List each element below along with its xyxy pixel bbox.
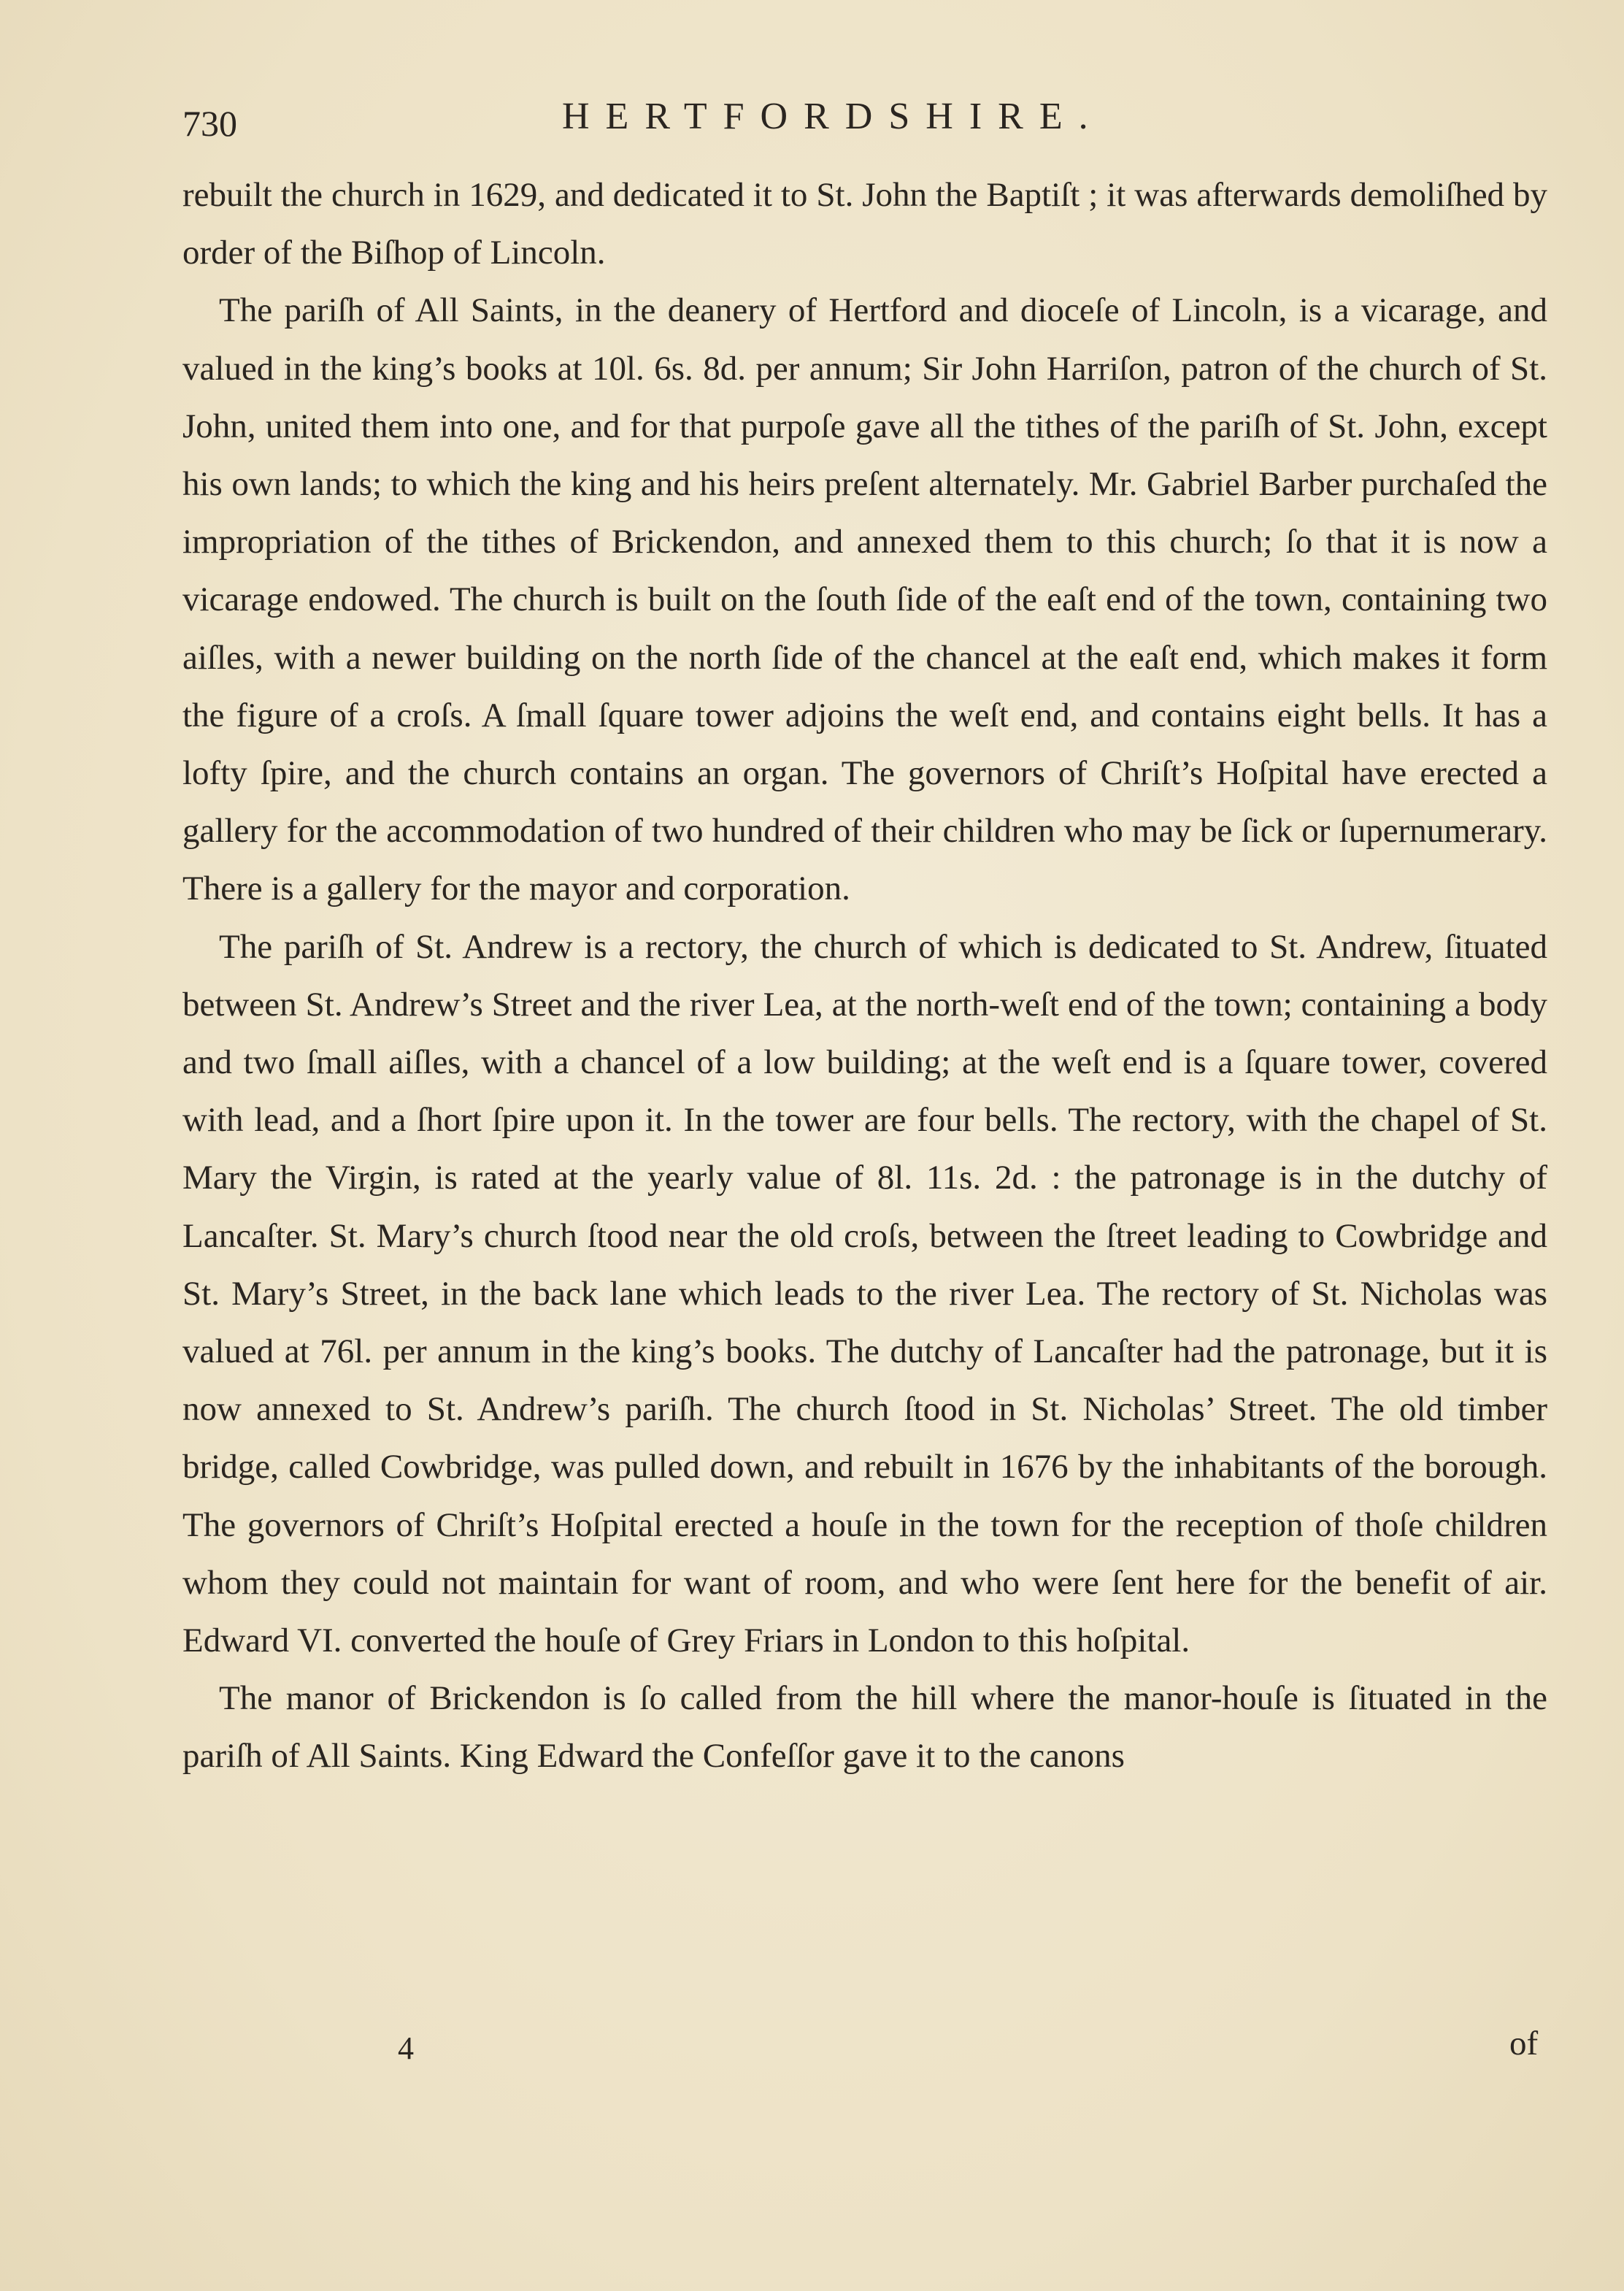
page-number: 730 [182,103,237,144]
running-head: HERTFORDSHIRE. [562,96,1104,137]
paragraph-all-saints: The pariſh of All Saints, in the deanery of Hertford and dioceſe of Lincoln, is a vicarage, and valued in the king’s books at 10l. 6s. 8d. per annum; Sir John Harriſon, patron of the church of St. John, united them into one, and for that purpoſe gave all the tithes of the pariſh of St. John, except his own lands; to which the king and his heirs preſent alternately. Mr. Gabriel Barber purchaſed the impropriation of the tithes of Brickendon, and annexed them to this church; ſo that it is now a vicarage endowed. The church is built on the ſouth ſide of the eaſt end of the town, containing two aiſles, with a newer building on the north ſide of the chancel at the eaſt end, which makes it form the figure of a croſs. A ſmall ſquare tower adjoins the weſt end, and contains eight bells. It has a lofty ſpire, and the church contains an organ. The governors of Chriſt’s Hoſpital have erected a gallery for the accommodation of two hundred of their children who may be ſick or ſupernumerary. There is a gallery for the mayor and corporation. [182,291,1547,908]
catchword: of [1509,2025,1539,2062]
signature-mark: 4 [398,2030,414,2066]
paragraph-st-andrew: The pariſh of St. Andrew is a rectory, the church of which is dedicated to St. Andrew, ſituated between St. Andrew’s Street and the river Lea, at the north-weſt end of the town; containing a body and two ſmall aiſles, with a chancel of a low building; at the weſt end is a ſquare tower, covered with lead, and a ſhort ſpire upon it. In the tower are four bells. The rectory, with the chapel of St. Mary the Virgin, is rated at the yearly value of 8l. 11s. 2d. : the patronage is in the dutchy of Lancaſter. St. Mary’s church ſtood near the old croſs, between the ſtreet leading to Cowbridge and St. Mary’s Street, in the back lane which leads to the river Lea. The rectory of St. Nicholas was valued at 76l. per annum in the king’s books. The dutchy of Lancaſter had the patronage, but it is now annexed to St. Andrew’s pariſh. The church ſtood in St. Nicholas’ Street. The old timber bridge, called Cowbridge, was pulled down, and rebuilt in 1676 by the inhabitants of the borough. The governors of Chriſt’s Hoſpital erected a houſe in the town for the reception of thoſe children whom they could not maintain for want of room, and who were ſent here for the benefit of air. Edward VI. converted the houſe of Grey Friars in London to this hoſpital. [182,927,1547,1660]
paragraph-brickendon: The manor of Brickendon is ſo called from the hill where the manor-houſe is ſituated in the pariſh of All Saints. King Edward the Confeſſor gave it to the canons [182,1679,1547,1776]
body-text [182,166,1547,1786]
paragraph-continuation: rebuilt the church in 1629, and dedicated it to St. John the Baptiſt ; it was afterwards demoliſhed by order of the Biſhop of Lincoln. [182,176,1547,272]
page-header [182,86,1540,145]
